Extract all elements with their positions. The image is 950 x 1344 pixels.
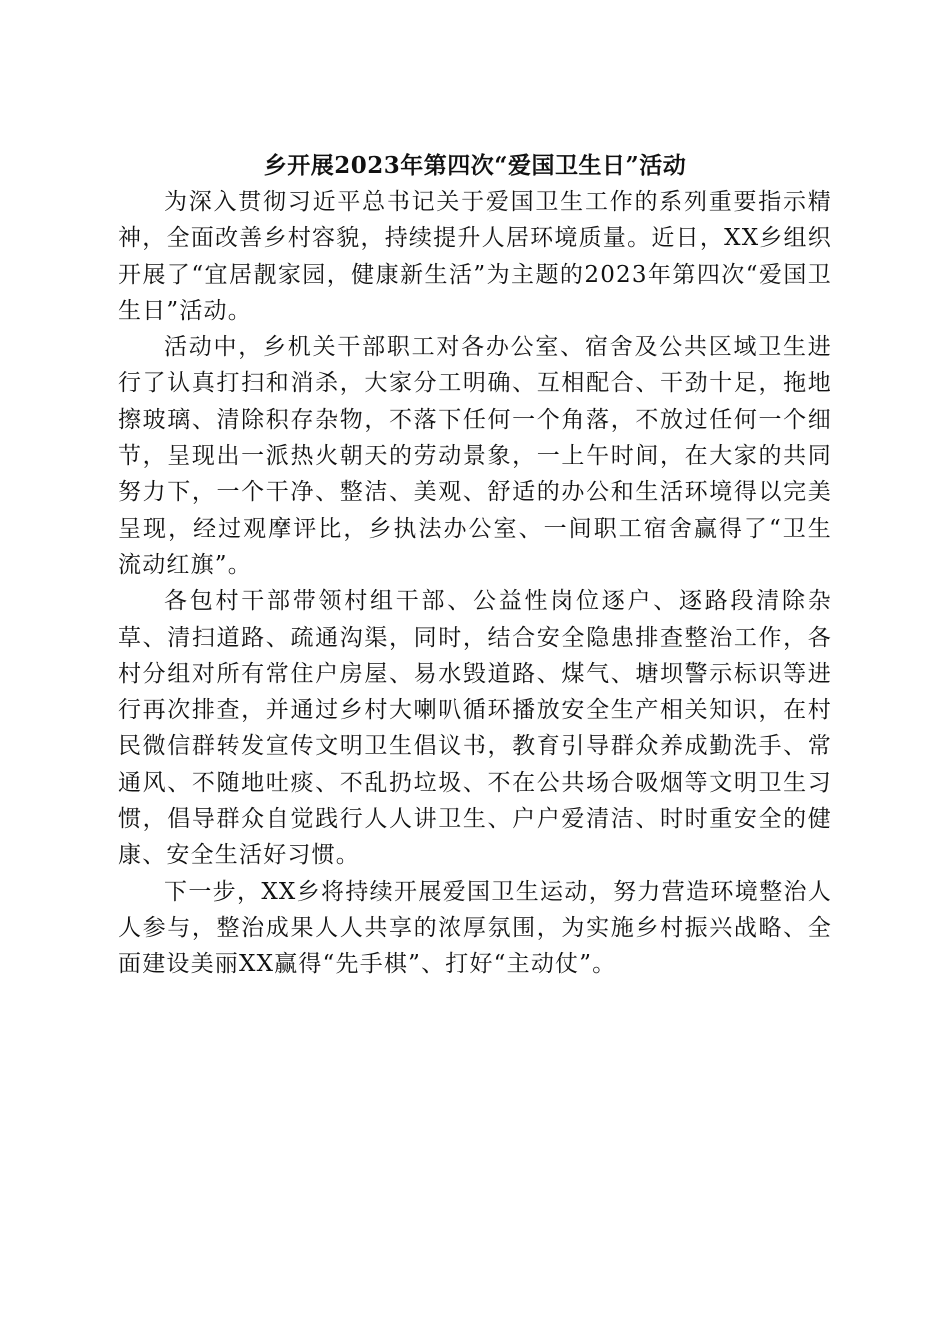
paragraph-next-step: 下一步，XX乡将持续开展爱国卫生运动，努力营造环境整治人人参与，整治成果人人共享的浓厚氛围，为实施乡村振兴战略、全面建设美丽XX赢得“先手棋”、打好“主动仗”。 xyxy=(118,878,832,978)
paragraph-intro: 为深入贯彻习近平总书记关于爱国卫生工作的系列重要指示精神，全面改善乡村容貌，持续提升人居环境质量。近日，XX乡组织开展了“宜居靓家园，健康新生活”为主题的2023年第四次“爱国卫生日”活动。 xyxy=(118,189,832,324)
document-title: 乡开展2023年第四次“爱国卫生日”活动 xyxy=(263,152,687,179)
document-page xyxy=(118,148,832,983)
paragraph-activity: 活动中，乡机关干部职工对各办公室、宿舍及公共区域卫生进行了认真打扫和消杀，大家分工明确、互相配合、干劲十足，拖地擦玻璃、清除积存杂物，不落下任何一个角落，不放过任何一个细节，呈现出一派热火朝天的劳动景象，一上午时间，在大家的共同努力下，一个干净、整洁、美观、舒适的办公和生活环境得以完美呈现，经过观摩评比，乡执法办公室、一间职工宿舍赢得了“卫生流动红旗”。 xyxy=(118,334,832,578)
paragraph-village-work: 各包村干部带领村组干部、公益性岗位逐户、逐路段清除杂草、清扫道路、疏通沟渠，同时，结合安全隐患排查整治工作，各村分组对所有常住户房屋、易水毁道路、煤气、塘坝警示标识等进行再次排查，并通过乡村大喇叭循环播放安全生产相关知识，在村民微信群转发宣传文明卫生倡议书，教育引导群众养成勤洗手、常通风、不随地吐痰、不乱扔垃圾、不在公共场合吸烟等文明卫生习惯，倡导群众自觉践行人人讲卫生、户户爱清洁、时时重安全的健康、安全生活好习惯。 xyxy=(118,588,832,869)
